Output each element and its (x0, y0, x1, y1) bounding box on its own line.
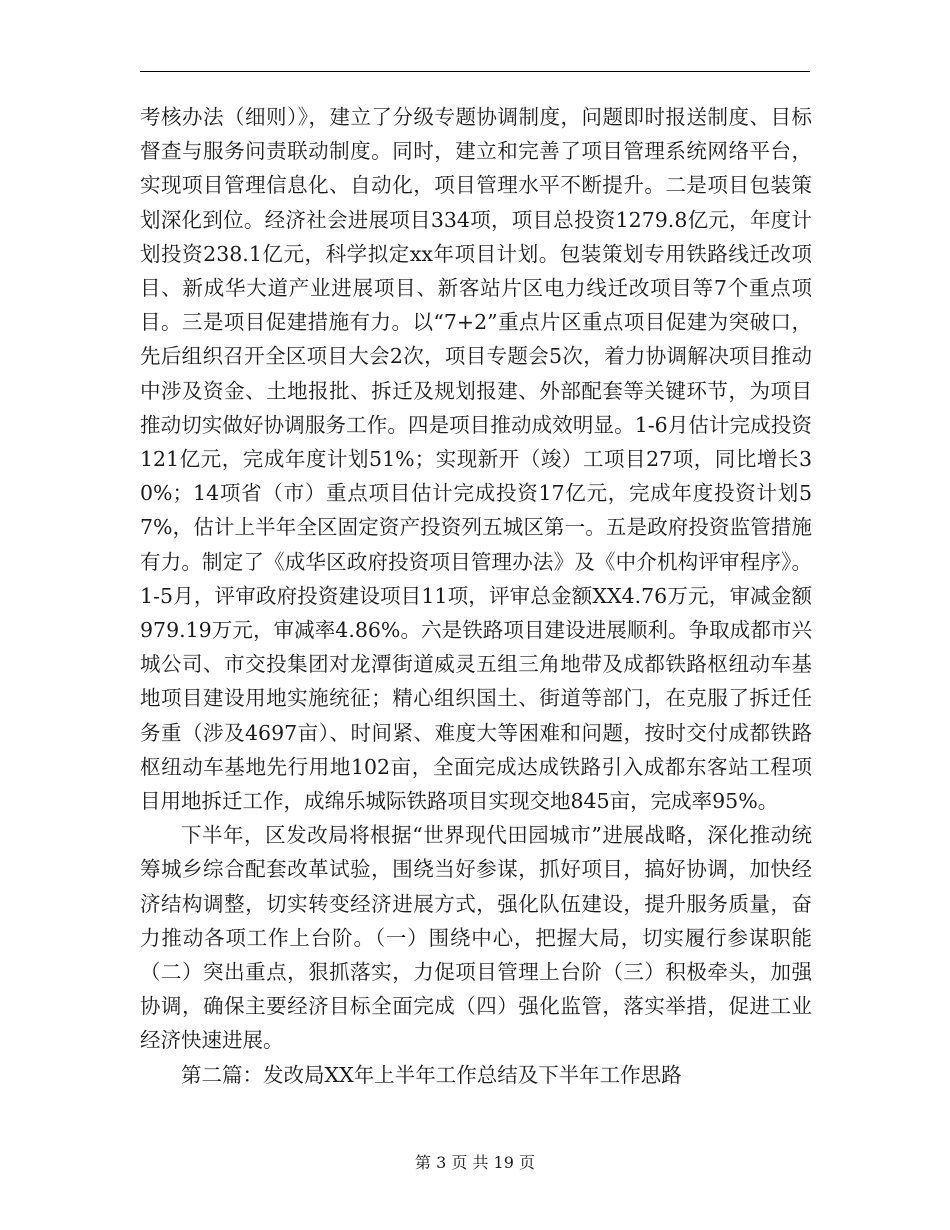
header-rule (140, 71, 810, 72)
document-body (140, 100, 812, 1092)
paragraph-second-half-plan: 下半年，区发改局将根据“世界现代田园城市”进展战略，深化推动统筹城乡综合配套改革试验，围绕当好参谋，抓好项目，搞好协调，加快经济结构调整，切实转变经济进展方式，强化队伍建设，提升服务质量，奋力推动各项工作上台阶。（一）围绕中心，把握大局，切实履行参谋职能（二）突出重点，狠抓落实，力促项目管理上台阶（三）积极牵头，加强协调，确保主要经济目标全面完成（四）强化监管，落实举措，促进工业经济快速进展。 (140, 823, 812, 1053)
paragraph-next-article-title: 第二篇：发改局XX年上半年工作总结及下半年工作思路 (181, 1062, 682, 1087)
paragraph-project-summary: 考核办法（细则）》，建立了分级专题协调制度，问题即时报送制度、目标督查与服务问责联动制度。同时，建立和完善了项目管理系统网络平台，实现项目管理信息化、自动化，项目管理水平不断提升。二是项目包装策划深化到位。经济社会进展项目334项，项目总投资1279.8亿元，年度计划投资238.1亿元，科学拟定xx年项目计划。包装策划专用铁路线迁改项目、新成华大道产业进展项目、新客站片区电力线迁改项目等7个重点项目。三是项目促建措施有力。以“7+2”重点片区重点项目促建为突破口，先后组织召开全区项目大会2次，项目专题会5次，着力协调解决项目推动中涉及资金、土地报批、拆迁及规划报建、外部配套等关键环节，为项目推动切实做好协调服务工作。四是项目推动成效明显。1-6月估计完成投资121亿元，完成年度计划51%；实现新开（竣）工项目27项，同比增长30%；14项省（市）重点项目估计完成投资17亿元，完成年度投资计划57%，估计上半年全区固定资产投资列五城区第一。五是政府投资监管措施有力。制定了《成华区政府投资项目管理办法》及《中介机构评审程序》。1-5月，评审政府投资建设项目11项，评审总金额XX4.76万元，审减金额979.19万元，审减率4.86%。六是铁路项目建设进展顺利。争取成都市兴城公司、市交投集团对龙潭街道威灵五组三角地带及成都铁路枢纽动车基地项目建设用地实施统征；精心组织国土、街道等部门，在克服了拆迁任务重（涉及4697亩）、时间紧、难度大等困难和问题，按时交付成都铁路枢纽动车基地先行用地102亩，全面完成达成铁路引入成都东客站工程项目用地拆迁工作，成绵乐城际铁路项目实现交地845亩，完成率95%。 (140, 105, 812, 814)
page-footer (0, 1153, 950, 1173)
page-number-label: 第 3 页 共 19 页 (415, 1153, 535, 1172)
